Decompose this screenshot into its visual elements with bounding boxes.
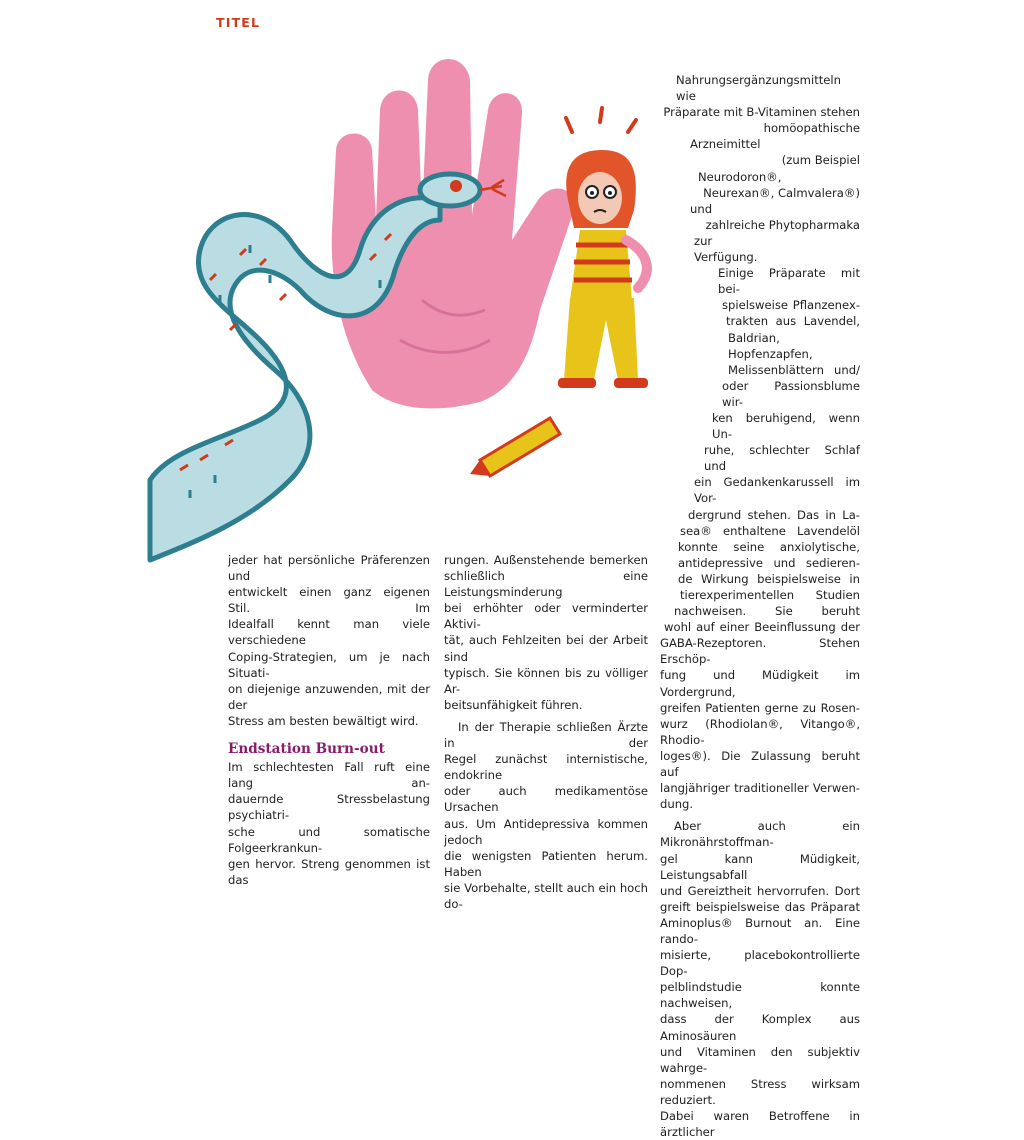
- text-line: dung.: [660, 797, 694, 812]
- text-line: dass der Komplex aus Aminosäuren: [660, 1012, 860, 1043]
- text-line: entwickelt einen ganz eigenen Stil. Im: [228, 585, 430, 616]
- text-line: ken beruhigend, wenn Un-: [712, 410, 860, 442]
- text-line: typisch. Sie können bis zu völliger Ar-: [444, 665, 648, 696]
- text-line: antidepressive und sedieren-: [678, 555, 860, 570]
- paragraph: [660, 72, 860, 265]
- text-line: gen hervor. Streng genommen ist das: [228, 856, 430, 887]
- text-line: und Vitaminen den subjektiv wahrge-: [660, 1044, 860, 1075]
- illustration: [140, 40, 680, 580]
- paragraph: [228, 552, 430, 729]
- text-line: Stress am besten bewältigt wird.: [228, 713, 419, 728]
- text-line: dauernde Stressbelastung psychiatri-: [228, 792, 430, 823]
- column-2: [444, 552, 648, 912]
- paragraph: [660, 265, 860, 812]
- text-line: In der Therapie schließen Ärzte in der: [444, 719, 648, 751]
- text-line: Dabei waren Betroffene in ärztlicher: [660, 1109, 860, 1140]
- text-line: sie Vorbehalte, stellt auch ein hoch do-: [444, 880, 648, 911]
- column-3: [660, 72, 860, 1140]
- figure-illustration: [558, 108, 648, 388]
- text-line: oder auch medikamentöse Ursachen: [444, 784, 648, 815]
- text-line: fung und Müdigkeit im Vordergrund,: [660, 668, 860, 699]
- text-line: greifen Patienten gerne zu Rosen-: [660, 700, 860, 715]
- text-line: Im schlechtesten Fall ruft eine lang an-: [228, 760, 430, 791]
- text-line: Verfügung.: [694, 250, 758, 265]
- text-line: Coping-Strategien, um je nach Situati-: [228, 649, 430, 680]
- text-line: Regel zunächst internistische, endokrine: [444, 752, 648, 783]
- text-line: GABA-Rezeptoren. Stehen Erschöp-: [660, 636, 860, 667]
- text-line: die wenigsten Patienten herum. Haben: [444, 848, 648, 879]
- paragraph: [228, 759, 430, 888]
- text-line: schließlich eine Leistungsminderung: [444, 569, 648, 600]
- text-line: spielsweise Pflanzenex-: [722, 298, 860, 313]
- text-line: misierte, placebokontrollierte Dop-: [660, 948, 860, 979]
- text-line: beitsunfähigkeit führen.: [444, 697, 583, 712]
- text-line: de Wirkung beispielsweise in: [678, 571, 860, 586]
- text-line: zahlreiche Phytopharmaka zur: [694, 217, 860, 248]
- text-line: Aminoplus® Burnout an. Eine rando-: [660, 915, 860, 946]
- text-line: loges®). Die Zulassung beruht auf: [660, 748, 860, 780]
- text-line: bei erhöhter oder verminderter Aktivi-: [444, 601, 648, 632]
- text-line: Melissenblättern und/: [728, 362, 860, 377]
- text-line: homöopathische Arzneimittel: [690, 121, 860, 152]
- text-line: rungen. Außenstehende bemerken: [444, 553, 648, 567]
- paragraph: [660, 818, 860, 1140]
- text-line: trakten aus Lavendel,: [726, 314, 860, 329]
- text-line: nommenen Stress wirksam reduziert.: [660, 1076, 860, 1107]
- text-line: Nahrungsergänzungsmitteln wie: [676, 73, 841, 104]
- text-line: Einige Präparate mit bei-: [718, 266, 860, 297]
- paragraph: [444, 552, 648, 713]
- text-line: jeder hat persönliche Präferenzen und: [228, 553, 430, 584]
- text-line: Baldrian, Hopfenzapfen,: [728, 330, 813, 361]
- text-line: und Gereiztheit hervorrufen. Dort: [660, 883, 860, 898]
- text-line: aus. Um Antidepressiva kommen jedoch: [444, 816, 648, 847]
- text-line: dergrund stehen. Das in La-: [688, 507, 860, 522]
- text-line: (zum Beispiel Neurodoron®,: [698, 153, 860, 184]
- text-line: wurz (Rhodiolan®, Vitango®, Rhodio-: [660, 716, 860, 747]
- text-line: Idealfall kennt man viele verschiedene: [228, 617, 430, 648]
- text-line: ruhe, schlechter Schlaf und: [704, 443, 860, 474]
- text-line: oder Passionsblume wir-: [722, 378, 860, 409]
- text-line: tät, auch Fehlzeiten bei der Arbeit sind: [444, 633, 648, 664]
- text-line: tierexperimentellen Studien: [680, 588, 860, 602]
- section-tag: TITEL: [216, 15, 261, 30]
- text-line: greift beispielsweise das Präparat: [660, 899, 860, 914]
- text-line: wohl auf einer Beeinflussung der: [664, 620, 860, 635]
- text-line: pelblindstudie konnte nachweisen,: [660, 980, 860, 1011]
- text-line: gel kann Müdigkeit, Leistungsabfall: [660, 851, 860, 882]
- text-line: on diejenige anzuwenden, mit der der: [228, 681, 430, 712]
- text-line: nachweisen. Sie beruht: [674, 604, 860, 619]
- section-heading: Endstation Burn-out: [228, 741, 385, 758]
- column-1: [228, 552, 430, 888]
- text-line: konnte seine anxiolytische,: [678, 539, 860, 554]
- text-line: ein Gedankenkarussell im Vor-: [694, 475, 860, 506]
- text-line: Aber auch ein Mikronährstoffman-: [660, 819, 860, 850]
- text-line: sea® enthaltene Lavendelöl: [680, 523, 860, 538]
- pencil-illustration: [470, 418, 560, 476]
- text-line: sche und somatische Folgeerkrankun-: [228, 824, 430, 855]
- text-line: Präparate mit B-Vitaminen stehen: [663, 105, 860, 120]
- text-line: Neurexan®, Calmvalera®) und: [690, 185, 860, 216]
- text-line: langjähriger traditioneller Verwen-: [660, 781, 860, 796]
